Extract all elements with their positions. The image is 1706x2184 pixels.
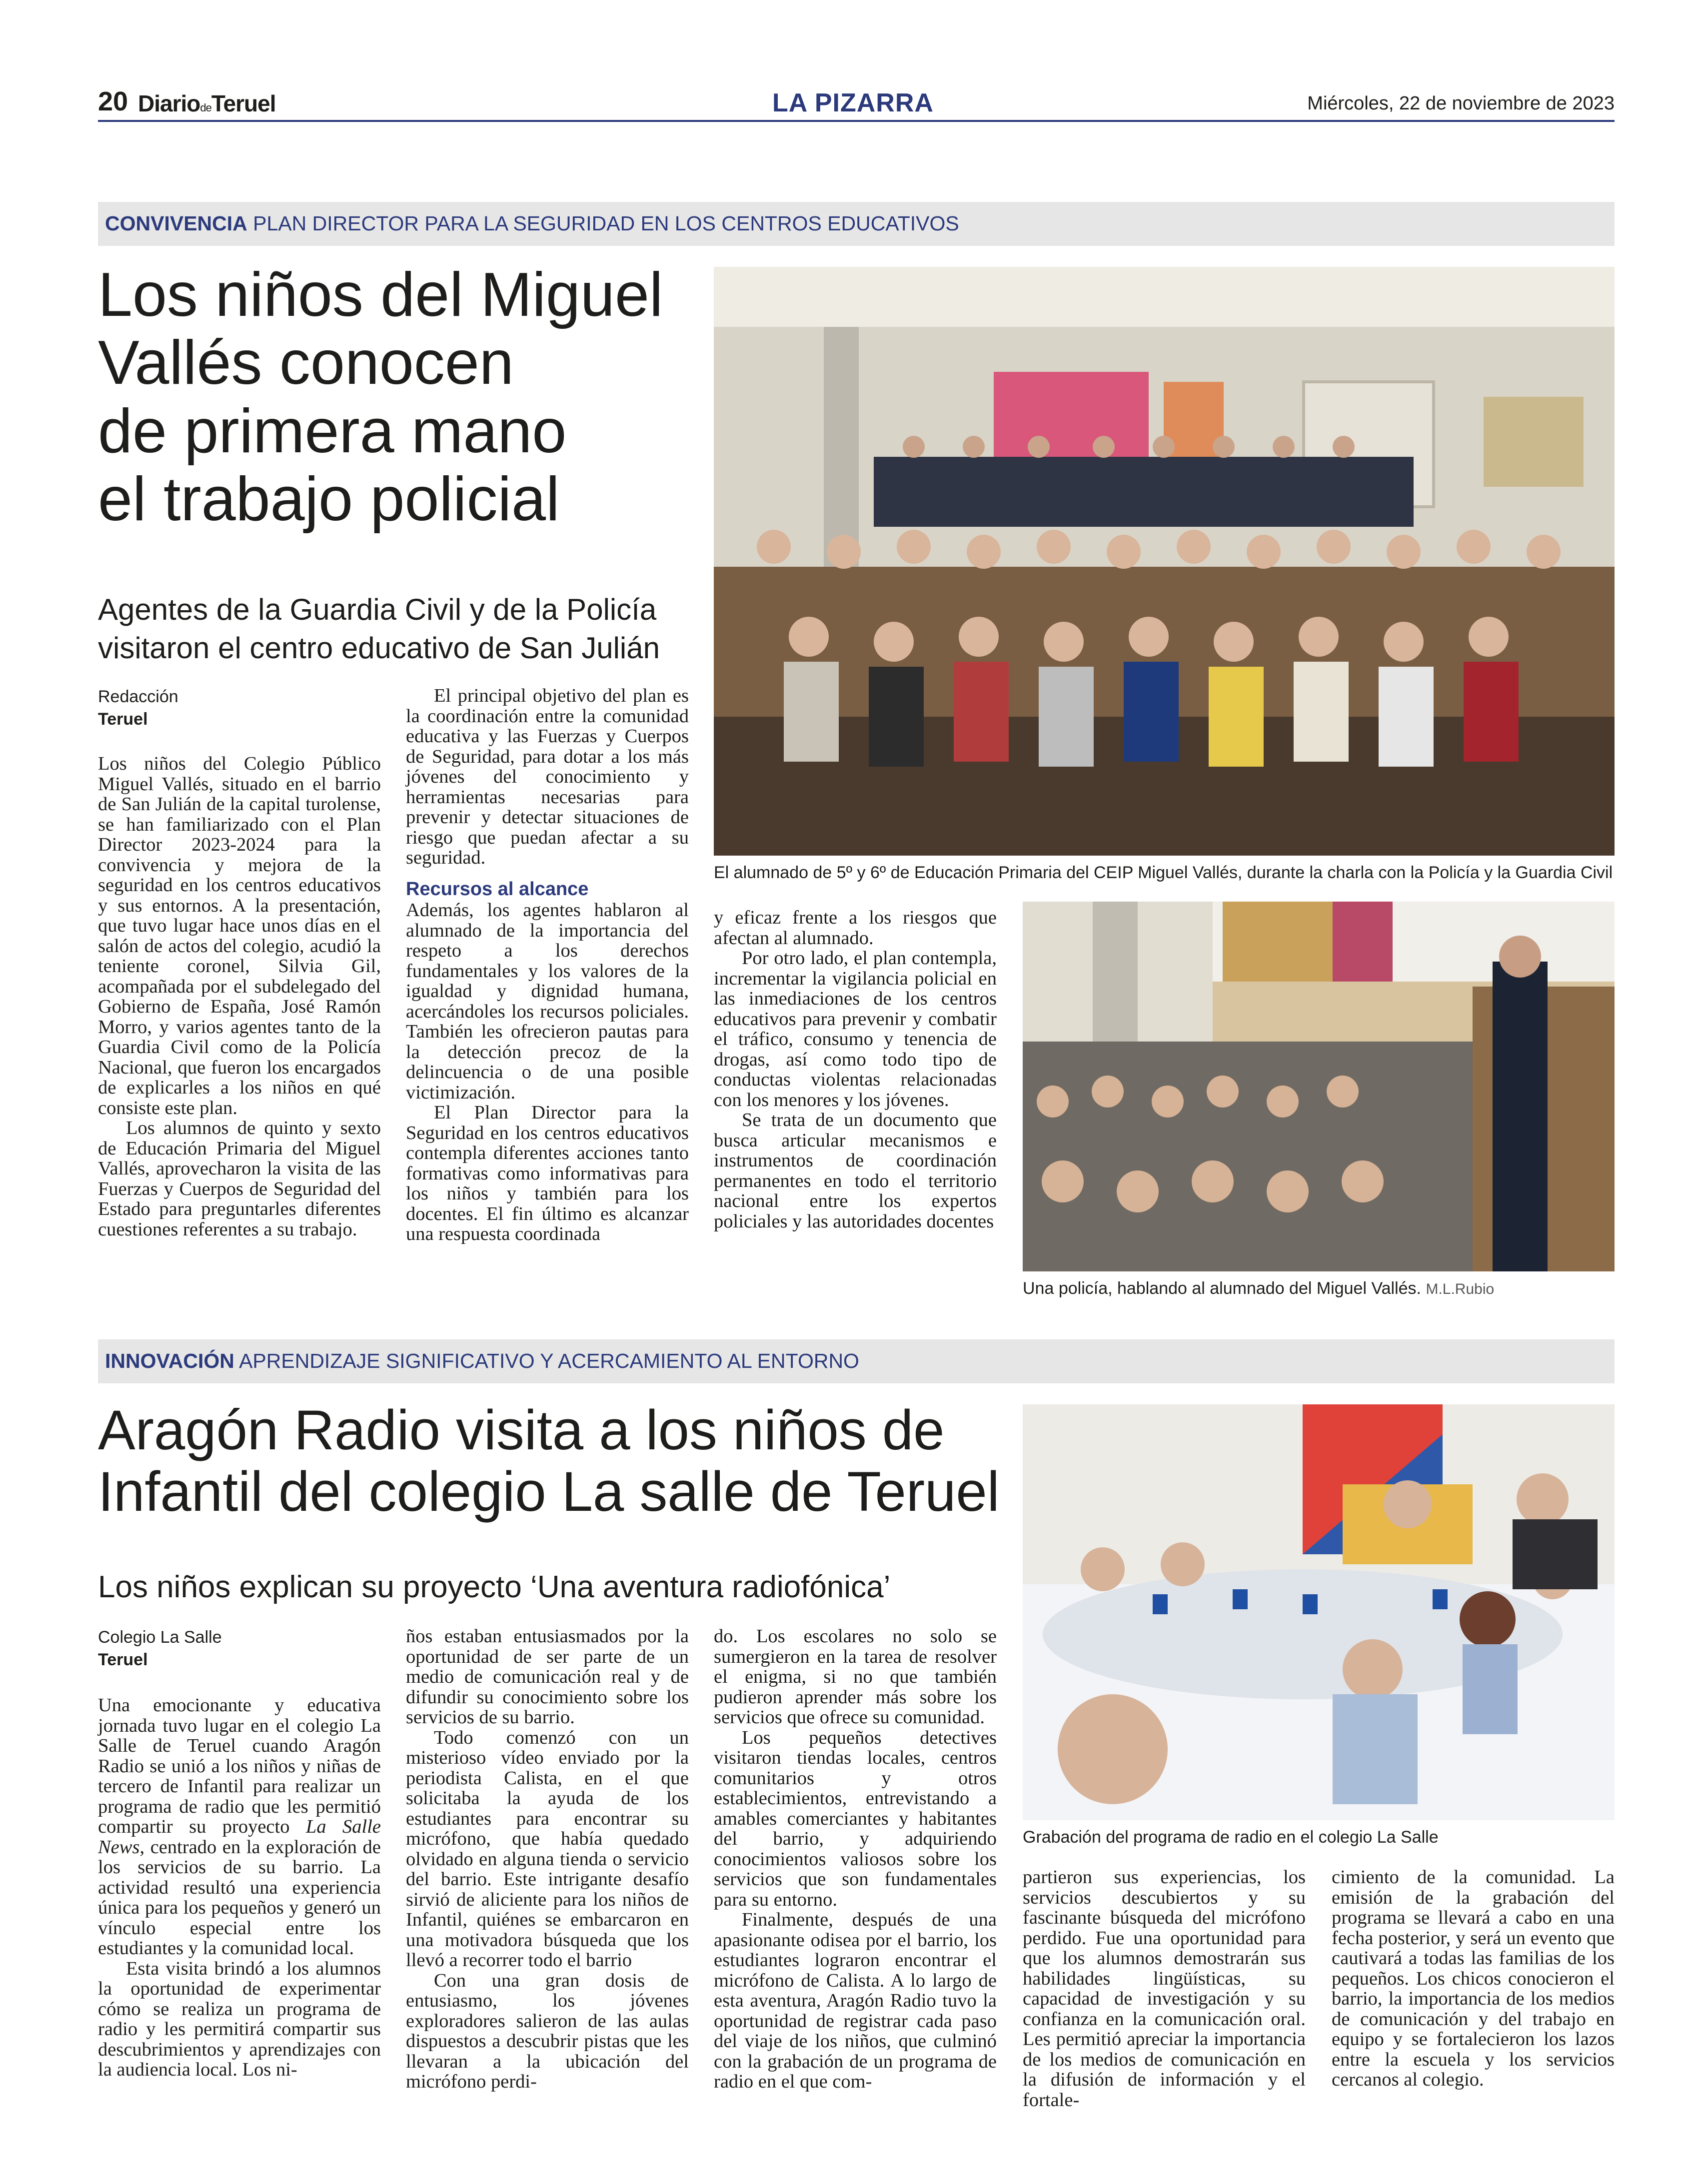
headline-article2 bbox=[98, 1399, 1008, 1522]
paragraph: Se trata de un documento que busca articular mecanismos e instrumentos de coordinación permanentes en todo el territorio nacional entre los expertos policiales y las autoridades docentes bbox=[714, 1109, 997, 1232]
paragraph-text: Una emocionante y educativa jornada tuvo lugar en el colegio La Salle de Teruel cuando Aragón Radio se unió a los niños y niñas de tercero de Infantil para realizar un programa de radio que les permitió compartir su proyecto bbox=[98, 1695, 381, 1837]
headline-line: Vallés conocen bbox=[98, 328, 514, 398]
article2-column-1 bbox=[98, 1695, 381, 2080]
photo-credit: M.L.Rubio bbox=[1426, 1281, 1495, 1297]
subtitle-recursos: Recursos al alcance bbox=[406, 878, 589, 900]
paragraph: El Plan Director para la Seguridad en los centros educativos contempla diferentes acciones tanto formativas como informativas para los niños y también para los docentes. El fin último es alcanzar una respuesta coordinada bbox=[406, 1102, 689, 1244]
photo-radio-recording bbox=[1023, 1404, 1615, 1820]
paragraph-text: , centrado en la exploración de los servicios de su barrio. La actividad resultó una experiencia única para los pequeños y generó un vínculo especial entre los estudiantes y la comunidad local. bbox=[98, 1836, 381, 1959]
photo-class-group-image bbox=[714, 267, 1615, 856]
paragraph: El principal objetivo del plan es la coordinación entre la comunidad educativa y las Fuerzas y Cuerpos de Seguridad, para dotar a los más jóvenes del conocimiento y herramientas necesarias para prevenir y detectar situaciones de riesgo que puedan afectar a su seguridad. bbox=[406, 685, 689, 868]
article1-column-2 bbox=[406, 686, 689, 1244]
header-rule bbox=[98, 120, 1615, 122]
photo-class-group bbox=[714, 267, 1615, 856]
photo-radio-recording-image bbox=[1023, 1404, 1615, 1820]
headline-line: Aragón Radio visita a los niños de bbox=[98, 1399, 945, 1461]
article2-column-5 bbox=[1332, 1867, 1615, 2090]
project-name: La Salle News bbox=[98, 1816, 381, 1858]
paragraph: Todo comenzó con un misterioso vídeo enviado por la periodista Calista, en el que solicitaba la ayuda de los estudiantes para encontrar su micrófono, que había quedado olvidado en alguna tienda o servicio del barrio. Este intrigante desafío sirvió de aliciente para los niños de Infantil, quiénes se embarcaron en una motivadora búsqueda que los llevó a recorrer todo el barrio bbox=[406, 1727, 689, 1971]
headline-line: el trabajo policial bbox=[98, 465, 560, 534]
article1-column-1 bbox=[98, 754, 381, 1239]
headline-line: Los niños del Miguel bbox=[98, 260, 663, 329]
subhead-article1 bbox=[98, 591, 713, 668]
article2-column-3 bbox=[714, 1626, 997, 2092]
page-number: 20 bbox=[98, 86, 128, 116]
photo-policewoman bbox=[1023, 902, 1615, 1271]
paragraph: y eficaz frente a los riesgos que afectan al alumnado. bbox=[714, 907, 997, 949]
byline-article1 bbox=[98, 686, 178, 731]
category-label: CONVIVENCIA bbox=[105, 212, 247, 235]
subhead-line: visitaron el centro educativo de San Julián bbox=[98, 631, 660, 665]
issue-date: Miércoles, 22 de noviembre de 2023 bbox=[1307, 93, 1615, 114]
masthead-diario: Diario bbox=[138, 90, 200, 116]
paragraph bbox=[98, 1695, 381, 1959]
byline-label: Colegio La Salle bbox=[98, 1628, 222, 1647]
article1-column-3 bbox=[714, 908, 997, 1231]
byline-article2 bbox=[98, 1626, 222, 1671]
paragraph: partieron sus experiencias, los servicios descubiertos y su fascinante búsqueda del micrófono perdido. Fue una oportunidad para que los alumnos demostrarán sus habilidades lingüísticas, su capacidad de investigación y su confianza en la comunicación oral. Les permitió apreciar la importancia de los medios de comunicación en la difusión de información y el fortale- bbox=[1023, 1867, 1306, 2111]
category-topic: PLAN DIRECTOR PARA LA SEGURIDAD EN LOS CENTROS EDUCATIVOS bbox=[253, 212, 959, 235]
paragraph: Los niños del Colegio Público Miguel Vallés, situado en el barrio de San Julián de la capital turolense, se han familiarizado con el Plan Director 2023-2024 para la convivencia y mejora de la seguridad en los centros educativos y sus entornos. A la presentación, que tuvo lugar hace unos días en el salón de actos del colegio, acudió la teniente coronel, Silvia Gil, acompañada por el subdelegado del Gobierno de España, José Ramón Morro, y varios agentes tanto de la Guardia Civil como de la Policía Nacional, que fueron los encargados de explicarles a los niños en qué consiste este plan. bbox=[98, 753, 381, 1118]
headline-line: de primera mano bbox=[98, 396, 567, 466]
byline-place: Teruel bbox=[98, 709, 148, 729]
category-topic: APRENDIZAJE SIGNIFICATIVO Y ACERCAMIENTO AL ENTORNO bbox=[239, 1349, 859, 1372]
photo-policewoman-image bbox=[1023, 902, 1615, 1271]
subhead-article2: Los niños explican su proyecto ‘Una aventura radiofónica’ bbox=[98, 1570, 891, 1604]
byline-place: Teruel bbox=[98, 1650, 148, 1669]
paragraph: Por otro lado, el plan contempla, incrementar la vigilancia policial en las inmediaciones de los centros educativos para prevenir y combatir el tráfico, consumo y tenencia de drogas, así como todo tipo de conductas violentas relacionadas con los menores y los jóvenes. bbox=[714, 948, 997, 1110]
category-bar-innovacion bbox=[98, 1339, 1615, 1383]
section-title: LA PIZARRA bbox=[772, 88, 934, 117]
subhead-line: Agentes de la Guardia Civil y de la Policía bbox=[98, 593, 657, 626]
caption-main: El alumnado de 5º y 6º de Educación Primaria del CEIP Miguel Vallés, durante la charla con la Policía y la Guardia Civil bbox=[714, 863, 1613, 882]
masthead-teruel: Teruel bbox=[211, 90, 276, 116]
paragraph: Los alumnos de quinto y sexto de Educación Primaria del Miguel Vallés, aprovecharon la visita de las Fuerzas y Cuerpos de Seguridad del Estado para preguntarles diferentes cuestiones referentes a su trabajo. bbox=[98, 1117, 381, 1240]
byline-label: Redacción bbox=[98, 687, 178, 706]
caption-second bbox=[1023, 1278, 1615, 1299]
paragraph: Además, los agentes hablaron al alumnado de la importancia del respeto a los derechos fundamentales y los valores de la igualdad y dignidad humana, acercándoles los recursos policiales. También les ofrecieron pautas para la detección precoz de la delincuencia o de una posible victimización. bbox=[406, 900, 689, 1103]
caption-radio: Grabación del programa de radio en el colegio La Salle bbox=[1023, 1828, 1439, 1847]
paragraph: Los pequeños detectives visitaron tiendas locales, centros comunitarios y otros establecimientos, entrevistando a amables comerciantes y habitantes del barrio, y adquiriendo conocimientos valiosos sobre los servicios que son fundamentales para su entorno. bbox=[714, 1727, 997, 1910]
category-bar-convivencia bbox=[98, 202, 1615, 246]
headline-article1 bbox=[98, 261, 698, 534]
paragraph: Con una gran dosis de entusiasmo, los jóvenes exploradores salieron de las aulas dispuestos a descubrir pistas que les llevaran a la ubicación del micrófono perdi- bbox=[406, 1970, 689, 2092]
paragraph: Esta visita brindó a los alumnos la oportunidad de experimentar cómo se realiza un programa de radio y les permitirá compartir sus descubrimientos y aprendizajes con la audiencia local. Los ni- bbox=[98, 1958, 381, 2080]
masthead-de: de bbox=[200, 101, 211, 114]
paragraph: Finalmente, después de una apasionante odisea por el barrio, los estudiantes lograron encontrar el micrófono de Calista. A lo largo de esta aventura, Aragón Radio tuvo la oportunidad de registrar cada paso del viaje de los niños, que culminó con la grabación de un programa de radio en el que com- bbox=[714, 1909, 997, 2092]
caption-second-text: Una policía, hablando al alumnado del Miguel Vallés. bbox=[1023, 1279, 1421, 1298]
paragraph: cimiento de la comunidad. La emisión de la grabación del programa se llevará a cabo en una fecha posterior, y será un evento que cautivará a todas las familias de los pequeños. Los chicos conocieron el barrio, la importancia de los medios de comunicación y del trabajo en equipo y se fortalecieron los lazos entre la escuela y los servicios cercanos al colegio. bbox=[1332, 1867, 1615, 2090]
paragraph: do. Los escolares no solo se sumergieron en la tarea de resolver el enigma, si no que también pudieron aprender más sobre los servicios que ofrece su comunidad. bbox=[714, 1626, 997, 1728]
article2-column-4 bbox=[1023, 1867, 1306, 2110]
article2-column-2 bbox=[406, 1626, 689, 2092]
paragraph: ños estaban entusiasmados por la oportunidad de ser parte de un medio de comunicación real y de difundir su conocimiento sobre los servicios de su barrio. bbox=[406, 1626, 689, 1728]
category-label: INNOVACIÓN bbox=[105, 1349, 234, 1372]
headline-line: Infantil del colegio La salle de Teruel bbox=[98, 1460, 1000, 1523]
